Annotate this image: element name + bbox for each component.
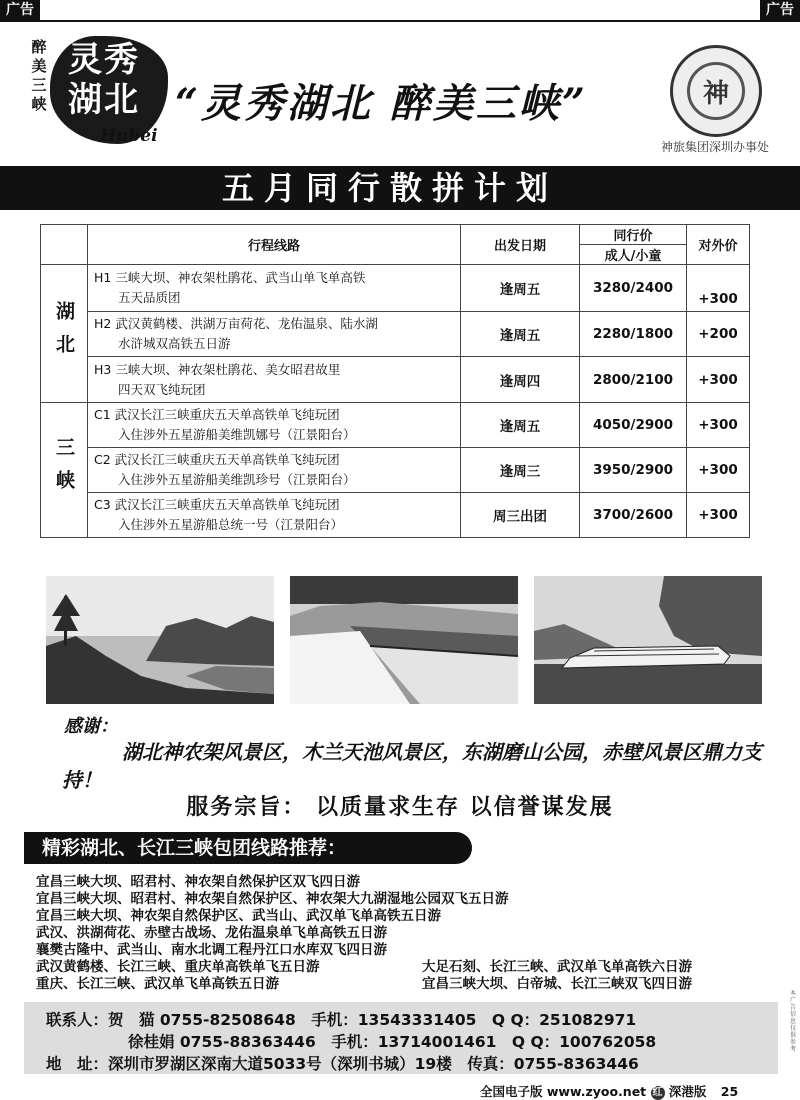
price-cell: 3950/2900 — [580, 448, 687, 493]
date-cell: 逢周五 — [461, 265, 580, 312]
list-item: 宜昌三峡大坝、昭君村、神农架自然保护区双飞四日游 — [36, 874, 360, 890]
list-item: 襄樊古隆中、武当山、南水北调工程丹江口水库双飞四日游 — [36, 942, 387, 958]
date-cell: 逢周三 — [461, 448, 580, 493]
footer-badge-icon: 红 — [652, 1086, 663, 1098]
date-cell: 逢周四 — [461, 357, 580, 403]
recommend-title: 精彩湖北、长江三峡包团线路推荐： — [24, 832, 472, 864]
list-item: 宜昌三峡大坝、昭君村、神农架自然保护区、神农架大九湖湿地公园双飞五日游 — [36, 891, 509, 907]
price-cell: 4050/2900 — [580, 403, 687, 448]
table-row — [41, 357, 750, 403]
table-row — [41, 448, 750, 493]
seal-caption: 神旅集团深圳办事处 — [660, 140, 769, 154]
public-price-cell: +300 — [687, 448, 750, 493]
public-price-cell: +200 — [687, 312, 750, 357]
public-price-cell: +300 — [687, 357, 750, 403]
contact-line-2: 徐桂娟 0755-88363446 手机：13714001461 Q Q：100762058 — [128, 1033, 657, 1051]
page-footer: 全国电子版 www.zyoo.net 红 深港版 25 — [480, 1084, 739, 1099]
table-row — [41, 403, 750, 448]
route-cell: H2 武汉黄鹤楼、洪湖万亩荷花、龙佑温泉、陆水湖 水浒城双高铁五日游 — [88, 312, 461, 357]
company-seal-logo — [670, 45, 762, 137]
region-sanxia: 三峡 — [41, 403, 88, 538]
table-row — [41, 265, 750, 312]
public-price-cell: +300 — [687, 265, 750, 312]
table-header-row — [41, 225, 750, 245]
contact-box — [24, 1002, 778, 1074]
service-motto: 服务宗旨： 以质量求生存 以信誉谋发展 — [186, 795, 614, 820]
route-cell: H1 三峡大坝、神农架杜鹃花、武当山单飞单高铁 五天品质团 — [88, 265, 461, 312]
contact-address: 地 址：深圳市罗湖区深南大道5033号（深圳书城）19楼 传真：0755-8363446 — [46, 1055, 639, 1073]
contact-line-1: 联系人：贺 猫 0755-82508648 手机：13543331405 Q Q：251082971 — [46, 1011, 637, 1029]
header-route: 行程线路 — [88, 225, 461, 265]
tour-plan-table — [40, 224, 750, 538]
price-cell: 3280/2400 — [580, 265, 687, 312]
header-public-price: 对外价 — [687, 225, 750, 265]
side-note: 本广告信息仅供参考 — [790, 990, 797, 1053]
seal-glyph: 神 — [702, 79, 729, 109]
date-cell: 逢周五 — [461, 312, 580, 357]
list-item: 重庆、长江三峡、武汉单飞单高铁五日游 宜昌三峡大坝、白帝城、长江三峡双飞四日游 — [36, 976, 692, 992]
header-peer-price: 同行价 — [580, 225, 687, 245]
table-row — [41, 312, 750, 357]
photo-cruise-ship — [534, 576, 762, 704]
public-price-cell: +300 — [687, 403, 750, 448]
logo-hubei-text: Hubei — [100, 126, 158, 146]
list-item: 宜昌三峡大坝、神农架自然保护区、武当山、武汉单飞单高铁五日游 — [36, 908, 441, 924]
price-cell: 2280/1800 — [580, 312, 687, 357]
logo-vertical-text: 醉 美 三 峡 — [31, 38, 47, 113]
photo-three-gorges-dam — [290, 576, 518, 704]
list-item: 武汉黄鹤楼、长江三峡、重庆单高铁单飞五日游 大足石刻、长江三峡、武汉单飞单高铁六日游 — [36, 959, 692, 975]
hubei-logo — [28, 30, 168, 158]
route-cell: C2 武汉长江三峡重庆五天单高铁单飞纯玩团 入住涉外五星游船美维凯珍号（江景阳台） — [88, 448, 461, 493]
route-cell: H3 三峡大坝、神农架杜鹃花、美女昭君故里 四天双飞纯玩团 — [88, 357, 461, 403]
header-date: 出发日期 — [461, 225, 580, 265]
thanks-text: 湖北神农架风景区，木兰天池风景区，东湖磨山公园，赤壁风景区鼎力支持！ — [62, 740, 762, 792]
public-price-cell: +300 — [687, 493, 750, 538]
table-row — [41, 493, 750, 538]
ad-tag-left: 广告 — [0, 0, 40, 20]
date-cell: 周三出团 — [461, 493, 580, 538]
date-cell: 逢周五 — [461, 403, 580, 448]
photo-mountain-cliffs — [46, 576, 274, 704]
banner-title: 五月同行散拼计划 — [221, 169, 558, 207]
top-rule — [0, 20, 800, 22]
price-cell: 3700/2600 — [580, 493, 687, 538]
thanks-label: 感谢： — [64, 716, 118, 737]
logo-brush-text: 灵秀 湖北 — [68, 40, 140, 120]
recommend-routes — [36, 874, 776, 993]
route-cell: C3 武汉长江三峡重庆五天单高铁单飞纯玩团 入住涉外五星游船总统一号（江景阳台） — [88, 493, 461, 538]
route-cell: C1 武汉长江三峡重庆五天单高铁单飞纯玩团 入住涉外五星游船美维凯娜号（江景阳台） — [88, 403, 461, 448]
region-hubei: 湖北 — [41, 265, 88, 403]
slogan: “灵秀湖北 醉美三峡” — [175, 80, 588, 127]
price-cell: 2800/2100 — [580, 357, 687, 403]
header-peer-sub: 成人/小童 — [580, 245, 687, 265]
list-item: 武汉、洪湖荷花、赤壁古战场、龙佑温泉单飞单高铁五日游 — [36, 925, 387, 941]
ad-tag-right: 广告 — [760, 0, 800, 20]
